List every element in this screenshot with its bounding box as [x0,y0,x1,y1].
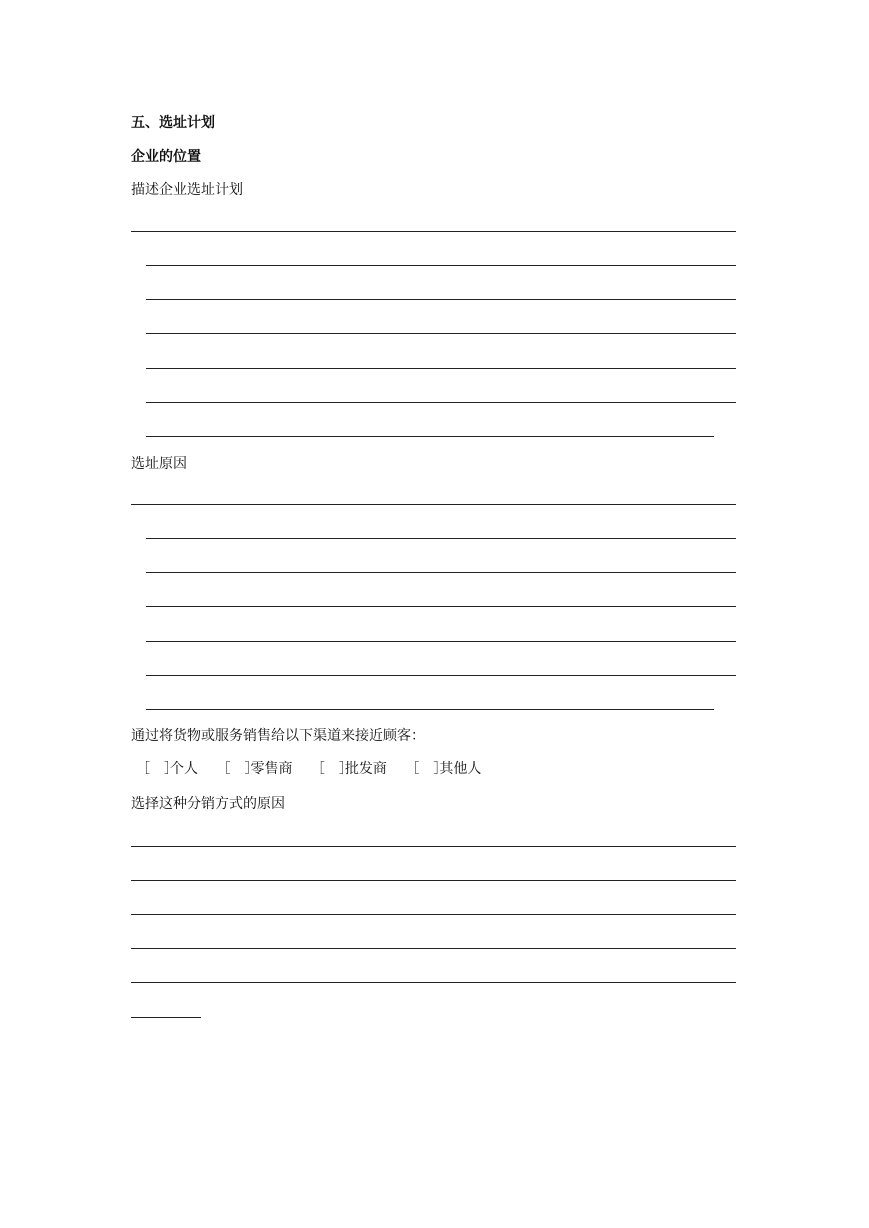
channel-option-wholesaler[interactable] [311,760,387,778]
channel-option-label: 零售商 [250,761,293,777]
describe-blank-line[interactable] [146,299,736,300]
distribution-reason-label: 选择这种分销方式的原因 [131,796,285,812]
describe-blank-line[interactable] [146,368,736,369]
section-title: 五、选址计划 [131,115,215,131]
checkbox-bracket[interactable]: ［ ］ [310,761,353,777]
subsection-title: 企业的位置 [131,149,201,165]
describe-blank-line[interactable] [131,231,736,232]
distribution-blank-line[interactable] [131,982,736,983]
reason-blank-line[interactable] [146,538,736,539]
channel-options [136,760,495,778]
reason-blank-line[interactable] [146,675,736,676]
channel-option-other[interactable] [405,760,481,778]
checkbox-bracket[interactable]: ［ ］ [136,761,178,777]
channels-label: 通过将货物或服务销售给以下渠道来接近顾客： [131,728,425,744]
distribution-blank-line[interactable] [131,1017,201,1018]
distribution-blank-line[interactable] [131,880,736,881]
describe-blank-line[interactable] [146,265,736,266]
reason-blank-line[interactable] [131,504,736,505]
reason-label: 选址原因 [131,456,187,472]
reason-blank-line[interactable] [146,572,736,573]
reason-blank-line[interactable] [146,641,736,642]
reason-blank-line[interactable] [146,709,714,710]
describe-label: 描述企业选址计划 [131,182,243,198]
channel-option-label: 个人 [170,761,198,777]
checkbox-bracket[interactable]: ［ ］ [405,761,448,777]
distribution-blank-line[interactable] [131,914,736,915]
distribution-blank-line[interactable] [131,948,736,949]
distribution-blank-line[interactable] [131,846,736,847]
channel-option-retailer[interactable] [216,760,292,778]
channel-option-label: 批发商 [344,761,387,777]
channel-option-label: 其他人 [439,761,482,777]
reason-blank-line[interactable] [146,606,736,607]
describe-blank-line[interactable] [146,402,736,403]
describe-blank-line[interactable] [146,436,714,437]
describe-blank-line[interactable] [146,333,736,334]
checkbox-bracket[interactable]: ［ ］ [216,761,259,777]
channel-option-individual[interactable] [136,760,198,778]
